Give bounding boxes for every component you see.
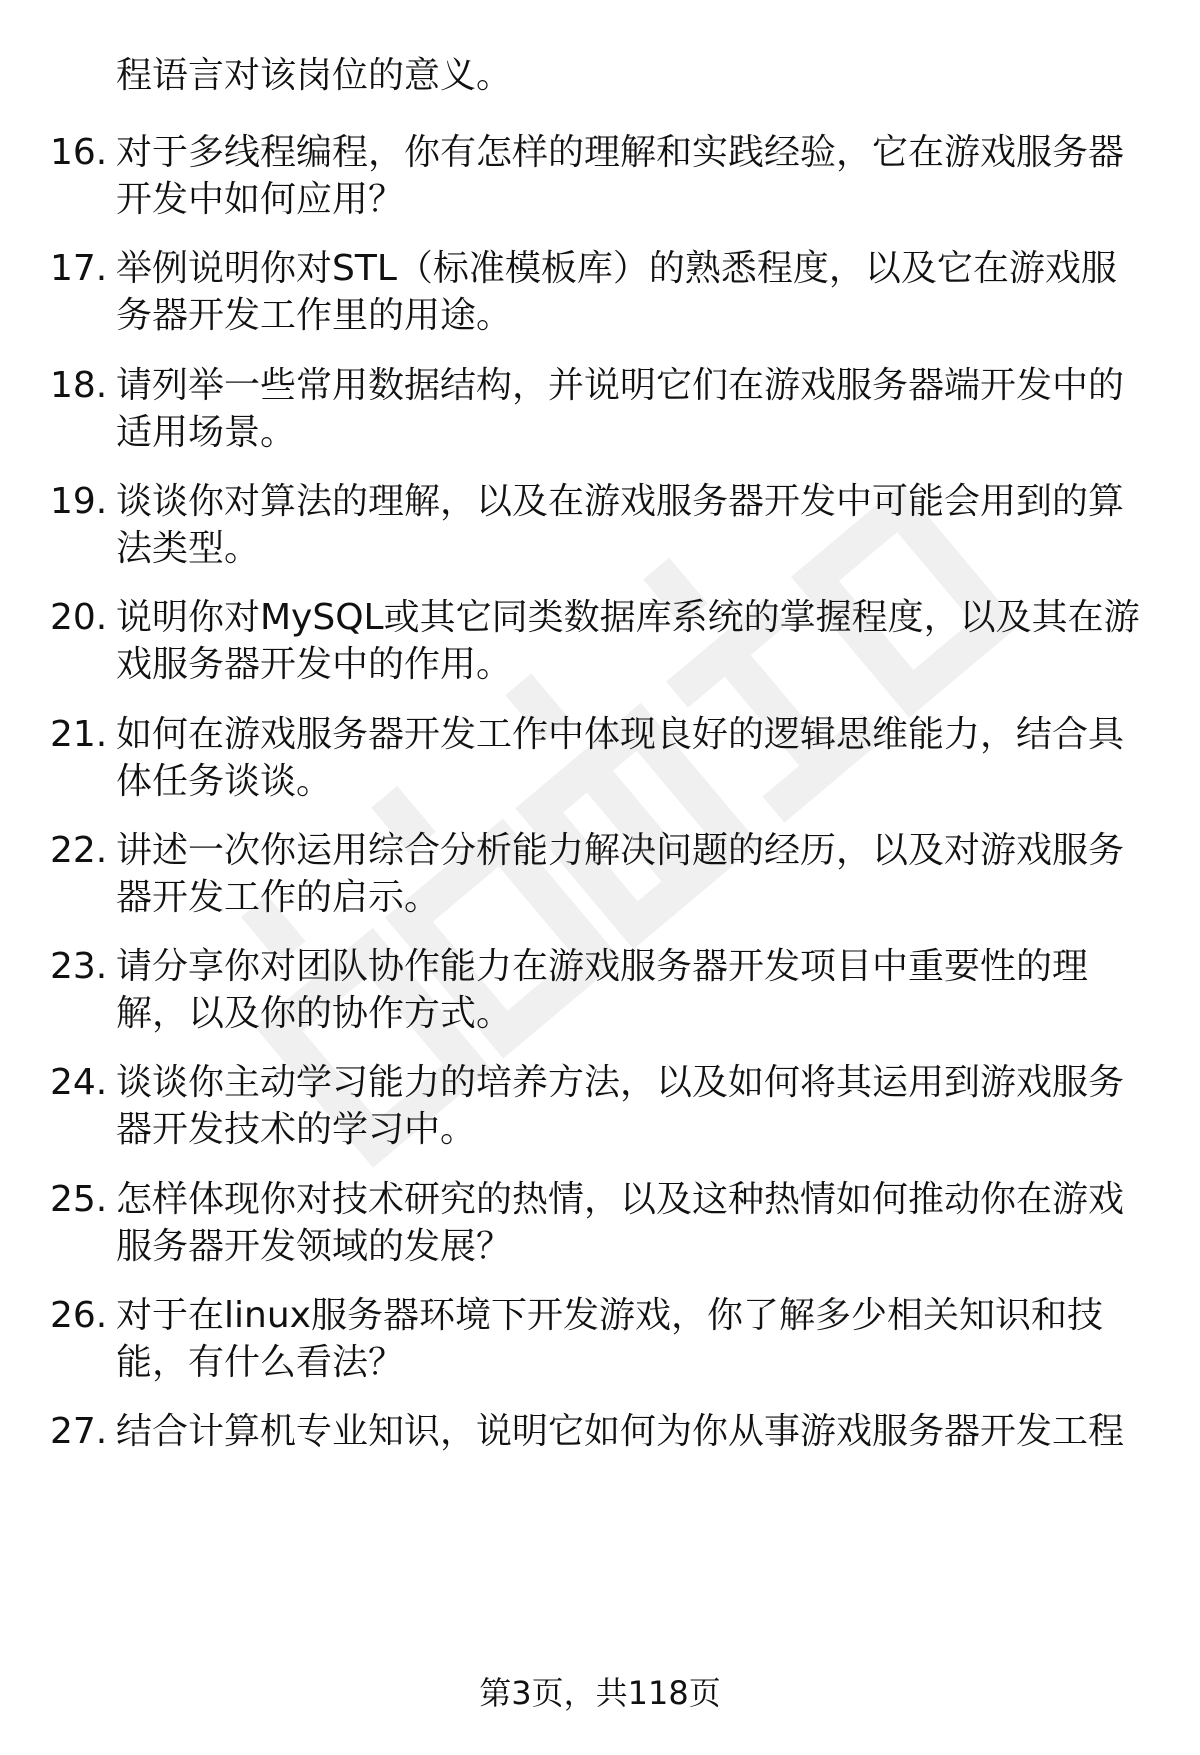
item-text-line1: 对于多线程编程，你有怎样的理解和实践经验，它在游戏服务器	[116, 132, 1125, 173]
item-text-line1: 说明你对MySQL或其它同类数据库系统的掌握程度，以及其在游	[116, 597, 1140, 639]
item-number: 20.	[50, 597, 108, 639]
item-text-line2: 体任务谈谈。	[116, 760, 333, 802]
item-number: 23.	[50, 946, 108, 988]
item-text-line1: 如何在游戏服务器开发工作中体现良好的逻辑思维能力，结合具	[116, 713, 1125, 755]
continuation-text: 程语言对该岗位的意义。	[116, 55, 513, 96]
page-footer: 第3页，共118页	[479, 1674, 721, 1712]
item-text-line1: 请分享你对团队协作能力在游戏服务器开发项目中重要性的理	[116, 946, 1089, 988]
item-text-line1: 对于在linux服务器环境下开发游戏，你了解多少相关知识和技	[116, 1295, 1103, 1336]
item-text-line2: 务器开发工作里的用途。	[116, 295, 513, 337]
item-text-line1: 结合计算机专业知识，说明它如何为你从事游戏服务器开发工程	[116, 1411, 1125, 1453]
item-text-line2: 解，以及你的协作方式。	[116, 993, 513, 1035]
item-text-line1: 谈谈你主动学习能力的培养方法，以及如何将其运用到游戏服务	[116, 1062, 1125, 1104]
item-text-line1: 讲述一次你运用综合分析能力解决问题的经历，以及对游戏服务	[116, 829, 1125, 871]
item-number: 21.	[50, 713, 108, 755]
item-text-line2: 开发中如何应用？	[116, 179, 405, 220]
item-number: 17.	[50, 248, 108, 290]
item-number: 16.	[50, 132, 108, 173]
item-text-line1: 请列举一些常用数据结构，并说明它们在游戏服务器端开发中的	[116, 364, 1125, 406]
item-text-line2: 服务器开发领域的发展？	[116, 1225, 513, 1267]
item-text-line1: 举例说明你对STL（标准模板库）的熟悉程度，以及它在游戏服	[116, 248, 1117, 290]
item-number: 24.	[50, 1062, 108, 1104]
item-number: 27.	[50, 1411, 108, 1453]
item-number: 18.	[50, 364, 108, 406]
item-number: 25.	[50, 1178, 108, 1220]
item-text-line1: 怎样体现你对技术研究的热情，以及这种热情如何推动你在游戏	[116, 1178, 1125, 1220]
item-text-line2: 器开发工作的启示。	[116, 876, 441, 918]
item-number: 19.	[50, 480, 108, 522]
item-text-line2: 器开发技术的学习中。	[116, 1109, 477, 1151]
item-text-line1: 谈谈你对算法的理解，以及在游戏服务器开发中可能会用到的算	[116, 480, 1125, 522]
item-text-line2: 法类型。	[116, 527, 261, 569]
item-text-line2: 戏服务器开发中的作用。	[116, 644, 513, 686]
item-text-line2: 适用场景。	[116, 411, 297, 453]
item-number: 22.	[50, 829, 108, 871]
item-text-line2: 能，有什么看法？	[116, 1342, 405, 1383]
item-number: 26.	[50, 1295, 108, 1336]
